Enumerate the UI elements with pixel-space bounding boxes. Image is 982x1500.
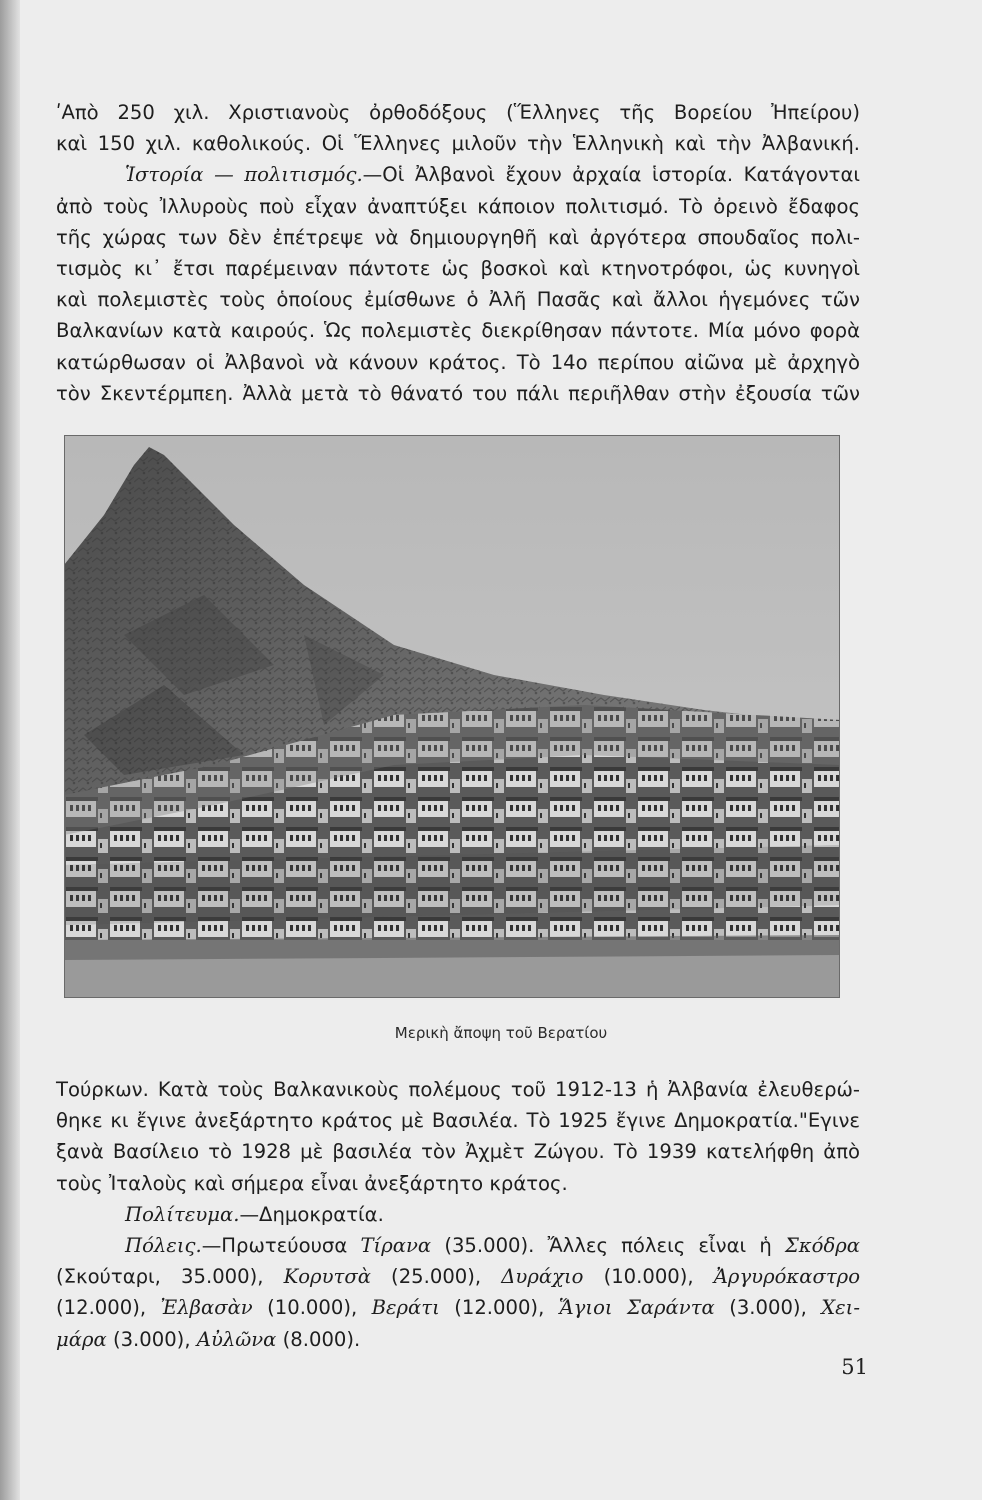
cities-line bbox=[56, 1230, 860, 1261]
text-line: ξανὰ Βασίλειο τὸ 1928 μὲ βασιλέα τὸν Ἀχμὲτ Ζώγου. Τὸ 1939 κατελήφθη ἀπὸ bbox=[56, 1140, 860, 1164]
text-line: Βαλκανίων κατὰ καιρούς. Ὡς πολεμιστὲς διεκρίθησαν πάντοτε. Μία μόνο φορὰ bbox=[56, 319, 860, 343]
city-cheimara-start: Χει- bbox=[821, 1296, 860, 1320]
text-run: —Οἱ Ἀλβανοὶ ἔχουν ἀρχαία ἱστορία. Κατάγονται bbox=[362, 163, 860, 187]
bottom-paragraphs bbox=[56, 1074, 860, 1355]
text-run: (25.000), bbox=[370, 1265, 502, 1289]
text-run: (Σκούταρι, 35.000), bbox=[56, 1265, 284, 1289]
text-line: τοὺς Ἰταλοὺς καὶ σήμερα εἶναι ἀνεξάρτητο κράτος. bbox=[56, 1171, 568, 1195]
text-line: θηκε κι ἔγινε ἀνεξάρτητο κράτος μὲ Βασιλέα. Τὸ 1925 ἔγινε Δημοκρατία."Εγινε bbox=[56, 1109, 860, 1133]
city-korytsa: Κορυτσὰ bbox=[283, 1265, 371, 1289]
text-line: κατώρθωσαν οἱ Ἀλβανοὶ νὰ κάνουν κράτος. Τὸ 14ο περίπου αἰῶνα μὲ ἀρχηγὸ bbox=[56, 350, 860, 374]
city-dyrrachio: Δυράχιο bbox=[501, 1265, 584, 1289]
government-label: Πολίτευμα. bbox=[125, 1202, 240, 1226]
photo-caption: Μερικὴ ἄποψη τοῦ Βερατίου bbox=[394, 1024, 608, 1042]
top-paragraphs bbox=[56, 97, 860, 409]
text-run: (10.000), bbox=[252, 1296, 372, 1320]
text-run: —Πρωτεύουσα bbox=[201, 1234, 361, 1258]
city-avlona: Αὐλῶνα bbox=[196, 1327, 277, 1351]
government-value: —Δημοκρατία. bbox=[239, 1202, 384, 1226]
city-verati: Βεράτι bbox=[371, 1296, 440, 1320]
city-agioi-saranta: Ἅγιοι Σαράντα bbox=[558, 1296, 715, 1320]
berat-photo-illustration bbox=[64, 435, 840, 998]
text-line: τῆς χώρας των δὲν ἐπέτρεψε νὰ δημιουργηθῆ καὶ ἀργότερα σπουδαῖος πολι- bbox=[56, 225, 860, 249]
text-run: (3.000), bbox=[106, 1327, 197, 1351]
city-cheimara-end: μάρα bbox=[56, 1327, 107, 1351]
city-tirana: Τίρανα bbox=[360, 1234, 432, 1258]
page-number: 51 bbox=[841, 1355, 868, 1379]
text-line: ʹΑπὸ 250 χιλ. Χριστιανοὺς ὀρθοδόξους (Ἕλληνες τῆς Βορείου Ἠπείρου) bbox=[56, 101, 860, 124]
book-page bbox=[20, 0, 982, 1500]
text-line: τὸν Σκεντέρμπεη. Ἀλλὰ μετὰ τὸ θάνατό του πάλι περιῆλθαν στὴν ἐξουσία τῶν bbox=[56, 381, 860, 405]
berat-photograph bbox=[64, 435, 840, 998]
city-skodra: Σκόδρα bbox=[784, 1234, 860, 1258]
text-run: (12.000), bbox=[439, 1296, 559, 1320]
government-line bbox=[56, 1199, 860, 1230]
history-paragraph-start bbox=[56, 159, 860, 190]
text-run: (35.000). Ἄλλες πόλεις εἶναι ἡ bbox=[431, 1234, 785, 1258]
text-run: (8.000). bbox=[276, 1327, 361, 1351]
cities-label: Πόλεις. bbox=[125, 1234, 202, 1258]
text-line: καὶ 150 χιλ. καθολικούς. Οἱ Ἕλληνες μιλοῦν τὴν Ἑλληνικὴ καὶ τὴν Ἀλβανική. bbox=[56, 132, 860, 156]
text-run: (12.000), bbox=[56, 1296, 161, 1320]
cities-line bbox=[56, 1261, 860, 1292]
cities-line bbox=[56, 1292, 860, 1323]
text-line: Τούρκων. Κατὰ τοὺς Βαλκανικοὺς πολέμους τοῦ 1912-13 ἡ Ἀλβανία ἐλευθερώ- bbox=[56, 1078, 860, 1101]
text-run: (3.000), bbox=[714, 1296, 822, 1320]
book-binding-shadow bbox=[0, 0, 20, 1500]
cities-line bbox=[56, 1324, 860, 1355]
text-line: τισμὸς κι᾽ ἔτσι παρέμειναν πάντοτε ὡς βοσκοὶ καὶ κτηνοτρόφοι, ὡς κυνηγοὶ bbox=[56, 257, 860, 281]
history-heading: Ἱστορία — πολιτισμός. bbox=[125, 163, 363, 187]
text-line: ἀπὸ τοὺς Ἰλλυροὺς ποὺ εἶχαν ἀναπτύξει κάποιον πολιτισμό. Τὸ ὀρεινὸ ἔδαφος bbox=[56, 194, 860, 218]
text-line: καὶ πολεμιστὲς τοὺς ὁποίους ἐμίσθωνε ὁ Ἀλῆ Πασᾶς καὶ ἄλλοι ἡγεμόνες τῶν bbox=[56, 288, 860, 312]
text-run: (10.000), bbox=[583, 1265, 714, 1289]
city-elbasan: Ἐλβασὰν bbox=[160, 1296, 253, 1320]
city-argyrokastro: Ἀργυρόκαστρο bbox=[713, 1265, 860, 1289]
